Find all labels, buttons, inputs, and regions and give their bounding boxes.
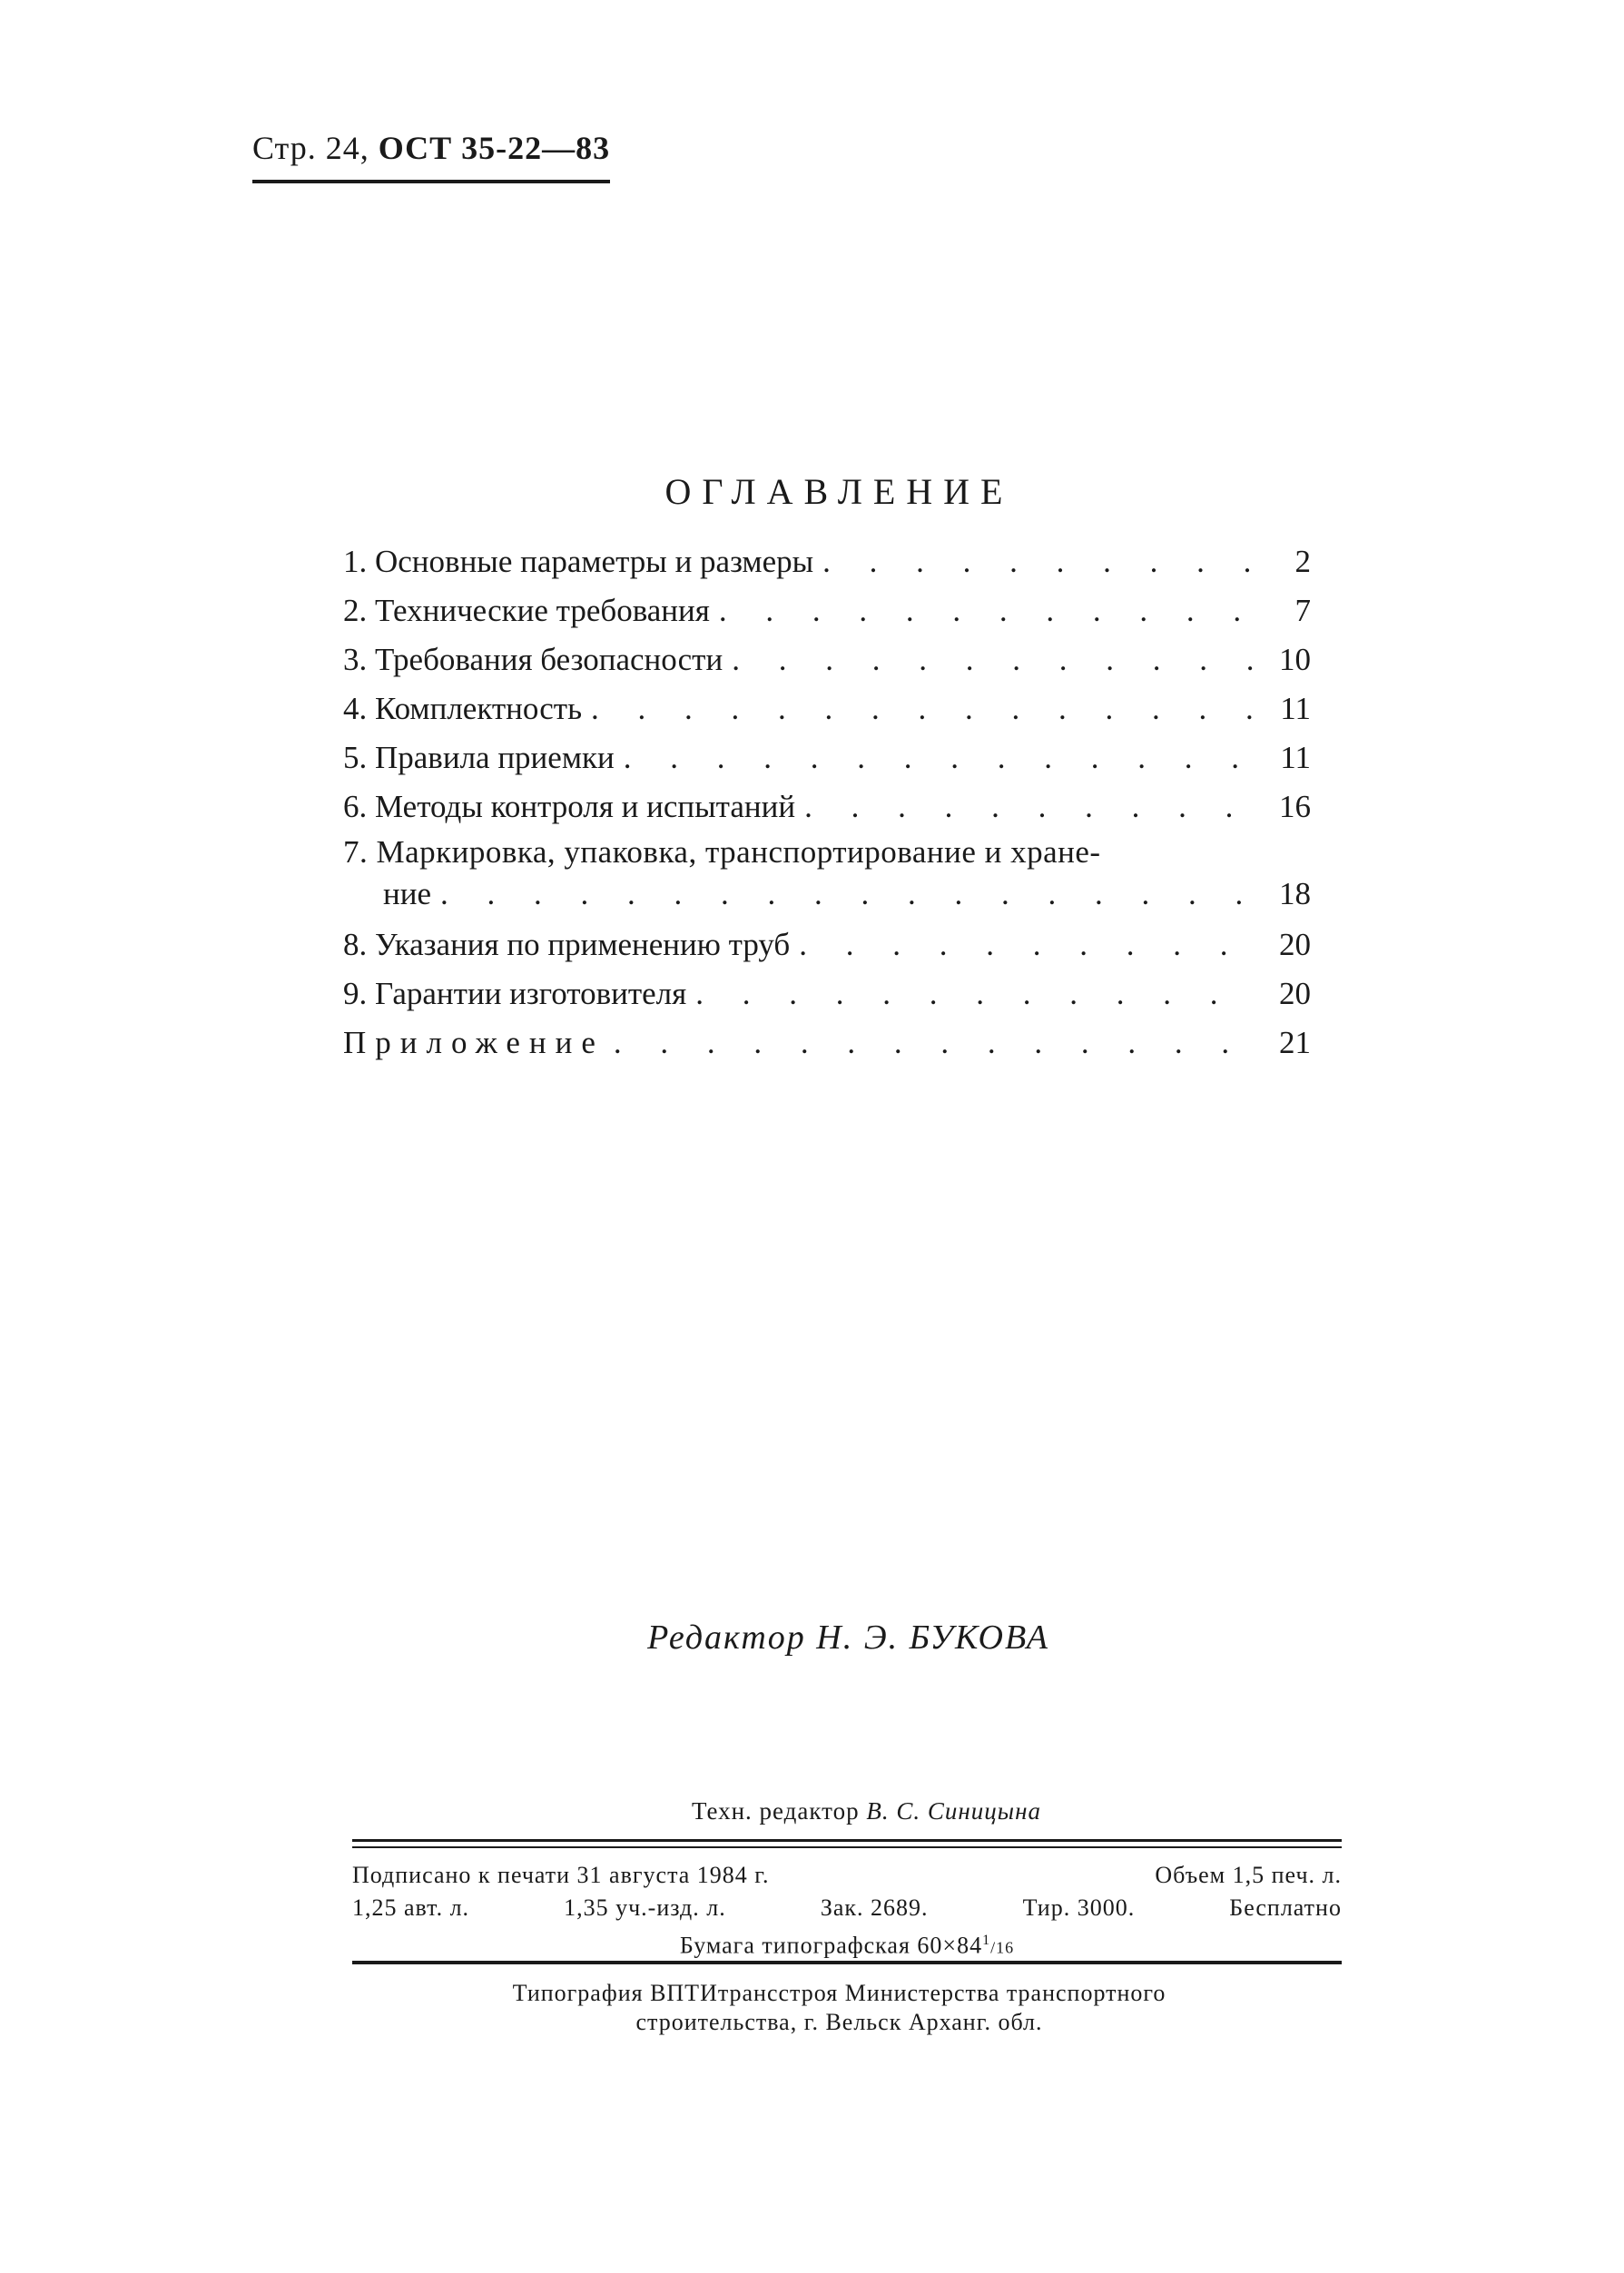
- paper-fraction-numerator: 1: [982, 1933, 991, 1948]
- toc-entry-page: 11: [1280, 691, 1311, 726]
- page-header: [252, 129, 610, 183]
- toc-entry-label: 3. Требования безопасности: [343, 642, 723, 677]
- toc-entry: [343, 831, 1311, 873]
- toc-entry-page: 20: [1279, 927, 1311, 962]
- toc-entry-page: 10: [1279, 642, 1311, 677]
- printer-info: [0, 1979, 1624, 2037]
- toc-entry: [343, 684, 1311, 733]
- toc-title: ОГЛАВЛЕНИЕ: [664, 471, 1014, 512]
- toc-entry-label: Приложение: [343, 1025, 605, 1060]
- table-of-contents: [343, 537, 1311, 1068]
- toc-entry-label: 6. Методы контроля и испытаний: [343, 789, 796, 824]
- toc-entry-continuation: [343, 873, 1311, 915]
- toc-leader-dots: [732, 635, 1258, 684]
- tech-editor-name: В. С. Синицына: [866, 1797, 1041, 1825]
- toc-entry-page: 20: [1279, 976, 1311, 1011]
- toc-leader-dots: [591, 684, 1258, 733]
- toc-entry-page: 16: [1279, 789, 1311, 824]
- toc-entry-label: 4. Комплектность: [343, 691, 583, 726]
- toc-entry-label: 1. Основные параметры и размеры: [343, 544, 814, 579]
- toc-entry: [343, 1018, 1311, 1068]
- toc-entry: [343, 969, 1311, 1018]
- printer-line: строительства, г. Вельск Арханг. обл.: [635, 2009, 1043, 2035]
- toc-leader-dots: [440, 873, 1258, 915]
- toc-entry-page: 7: [1294, 593, 1311, 628]
- tech-editor-credit: [0, 1797, 1624, 1825]
- toc-entry-label: 8. Указания по применению труб: [343, 927, 791, 962]
- single-rule: [352, 1961, 1342, 1964]
- double-rule: [352, 1839, 1342, 1848]
- toc-entry: [343, 586, 1311, 635]
- toc-leader-dots: [822, 537, 1258, 586]
- paper-fraction-denominator: /16: [990, 1938, 1015, 1957]
- imprint-line: [352, 1892, 1342, 1924]
- imprint-block: [352, 1859, 1342, 1957]
- toc-entry-label-continued: ние: [383, 876, 431, 911]
- paper-type: Бумага типографская 60×84: [679, 1932, 983, 1959]
- paper-format: [352, 1924, 1342, 1957]
- toc-entry: [343, 920, 1311, 969]
- toc-leader-dots: [614, 1018, 1258, 1068]
- editor-credit: Редактор Н. Э. БУКОВА: [647, 1619, 1049, 1657]
- toc-entry: [343, 537, 1311, 586]
- toc-entry-label: 7. Маркировка, упаковка, транспортирование и хране-: [343, 834, 1101, 870]
- toc-leader-dots: [799, 920, 1258, 969]
- toc-entry-label: 2. Технические требования: [343, 593, 710, 628]
- price: Бесплатно: [1229, 1894, 1342, 1921]
- publisher-sheets: 1,35 уч.-изд. л.: [564, 1894, 726, 1921]
- toc-entry-page: 21: [1279, 1025, 1311, 1060]
- signed-date: Подписано к печати 31 августа 1984 г.: [352, 1862, 770, 1888]
- toc-entry-label: 5. Правила приемки: [343, 740, 615, 775]
- toc-leader-dots: [624, 733, 1258, 782]
- standard-number: ОСТ 35-22—83: [378, 130, 611, 166]
- page-reference: Стр. 24,: [252, 130, 369, 166]
- toc-entry-page: 11: [1280, 740, 1311, 775]
- toc-entry-page: 18: [1279, 876, 1311, 911]
- toc-entry: [343, 733, 1311, 782]
- imprint-line: [352, 1859, 1342, 1892]
- printer-line: Типография ВПТИтрансстроя Министерства транспортного: [512, 1980, 1166, 2006]
- print-run: Тир. 3000.: [1022, 1894, 1136, 1921]
- toc-leader-dots: [719, 586, 1258, 635]
- toc-leader-dots: [695, 969, 1258, 1018]
- tech-editor-label: Техн. редактор: [692, 1797, 860, 1825]
- toc-leader-dots: [804, 782, 1258, 831]
- volume: Объем 1,5 печ. л.: [1155, 1862, 1342, 1888]
- order-number: Зак. 2689.: [820, 1894, 929, 1921]
- toc-entry-page: 2: [1294, 544, 1311, 579]
- toc-entry-label: 9. Гарантии изготовителя: [343, 976, 687, 1011]
- toc-entry: [343, 782, 1311, 831]
- toc-entry: [343, 635, 1311, 684]
- author-sheets: 1,25 авт. л.: [352, 1894, 470, 1921]
